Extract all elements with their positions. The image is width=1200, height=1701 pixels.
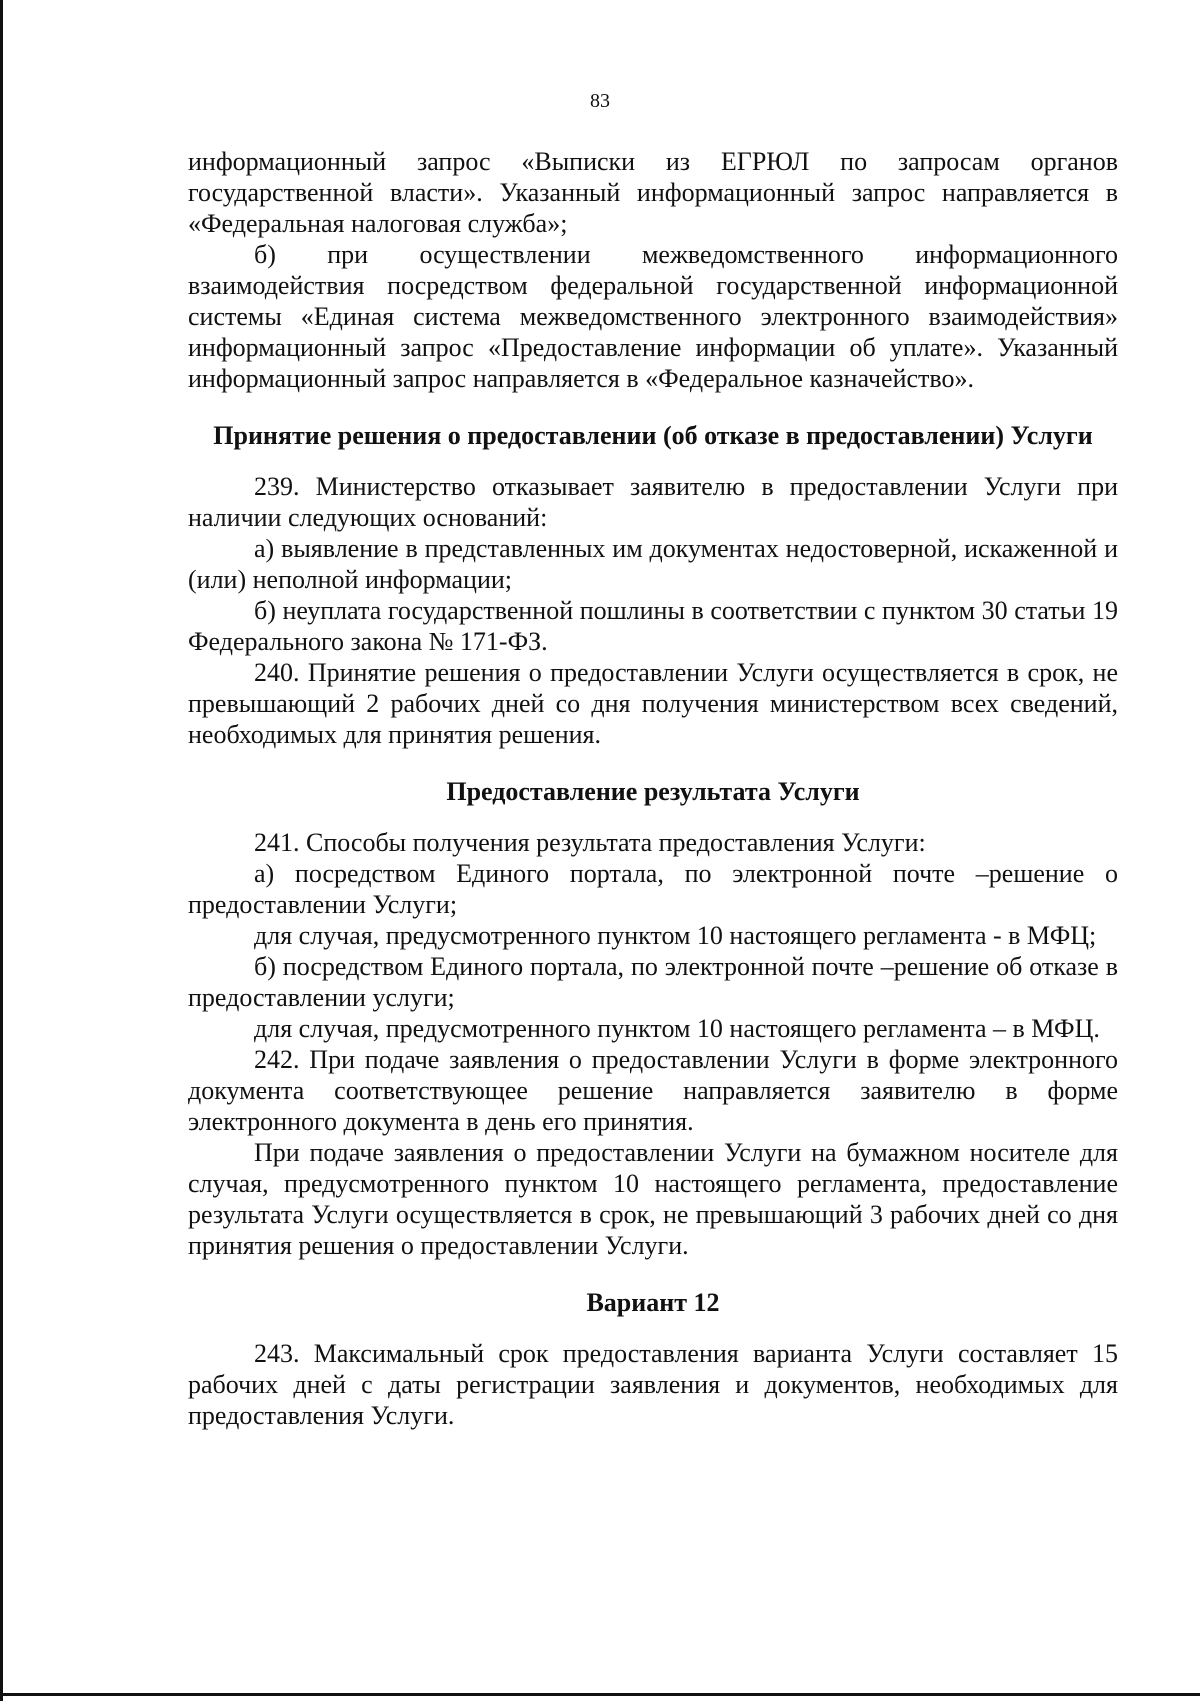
paragraph-241: 241. Способы получения результата предоставления Услуги:	[254, 828, 926, 857]
paragraph-egrul-request: информационный запрос «Выписки из ЕГРЮЛ по запросам органов государственной власти». Указанный информационный запрос направляется в «Федеральная налоговая служба»;	[188, 147, 1118, 238]
scan-edge-bottom	[0, 1693, 1200, 1696]
paragraph-239-item-a: а) выявление в представленных им документах недостоверной, искаженной и (или) неполной информации;	[188, 534, 1118, 594]
paragraph-239-item-b: б) неуплата государственной пошлины в соответствии с пунктом 30 статьи 19 Федерального закона № 171-ФЗ.	[188, 596, 1118, 656]
paragraph-239: 239. Министерство отказывает заявителю в предоставлении Услуги при наличии следующих оснований:	[188, 472, 1118, 532]
scan-edge-left	[0, 0, 3, 1701]
paragraph-241-item-a: а) посредством Единого портала, по электронной почте –решение о предоставлении Услуги;	[188, 859, 1118, 919]
paragraph-241-item-b: б) посредством Единого портала, по электронной почте –решение об отказе в предоставлении услуги;	[188, 952, 1118, 1012]
section-heading-result: Предоставление результата Услуги	[446, 777, 860, 806]
paragraph-242-paper: При подаче заявления о предоставлении Услуги на бумажном носителе для случая, предусмотренного пунктом 10 настоящего регламента, предоставление результата Услуги осуществляется в срок, не превышающий 3 рабочих дней со дня принятия решения о предоставлении Услуги.	[188, 1138, 1118, 1260]
section-heading-decision: Принятие решения о предоставлении (об отказе в предоставлении) Услуги	[213, 421, 1093, 450]
paragraph-item-b-smev: б) при осуществлении межведомственного информационного взаимодействия посредством федеральной государственной информационной системы «Единая система межведомственного электронного взаимодействия» информационный запрос «Предоставление информации об уплате». Указанный информационный запрос направляется в «Федеральное казначейство».	[188, 240, 1118, 393]
document-body	[188, 146, 1118, 1431]
page-number: 83	[590, 90, 610, 112]
paragraph-242: 242. При подаче заявления о предоставлении Услуги в форме электронного документа соответствующее решение направляется заявителю в форме электронного документа в день его принятия.	[188, 1045, 1118, 1136]
paragraph-241-item-a-mfc: для случая, предусмотренного пунктом 10 настоящего регламента - в МФЦ;	[254, 921, 1097, 950]
section-heading-variant-12: Вариант 12	[586, 1288, 720, 1317]
paragraph-240: 240. Принятие решения о предоставлении Услуги осуществляется в срок, не превышающий 2 рабочих дней со дня получения министерством всех сведений, необходимых для принятия решения.	[188, 658, 1118, 749]
paragraph-241-item-b-mfc: для случая, предусмотренного пунктом 10 настоящего регламента – в МФЦ.	[254, 1014, 1100, 1043]
paragraph-243: 243. Максимальный срок предоставления варианта Услуги составляет 15 рабочих дней с даты регистрации заявления и документов, необходимых для предоставления Услуги.	[188, 1339, 1118, 1430]
